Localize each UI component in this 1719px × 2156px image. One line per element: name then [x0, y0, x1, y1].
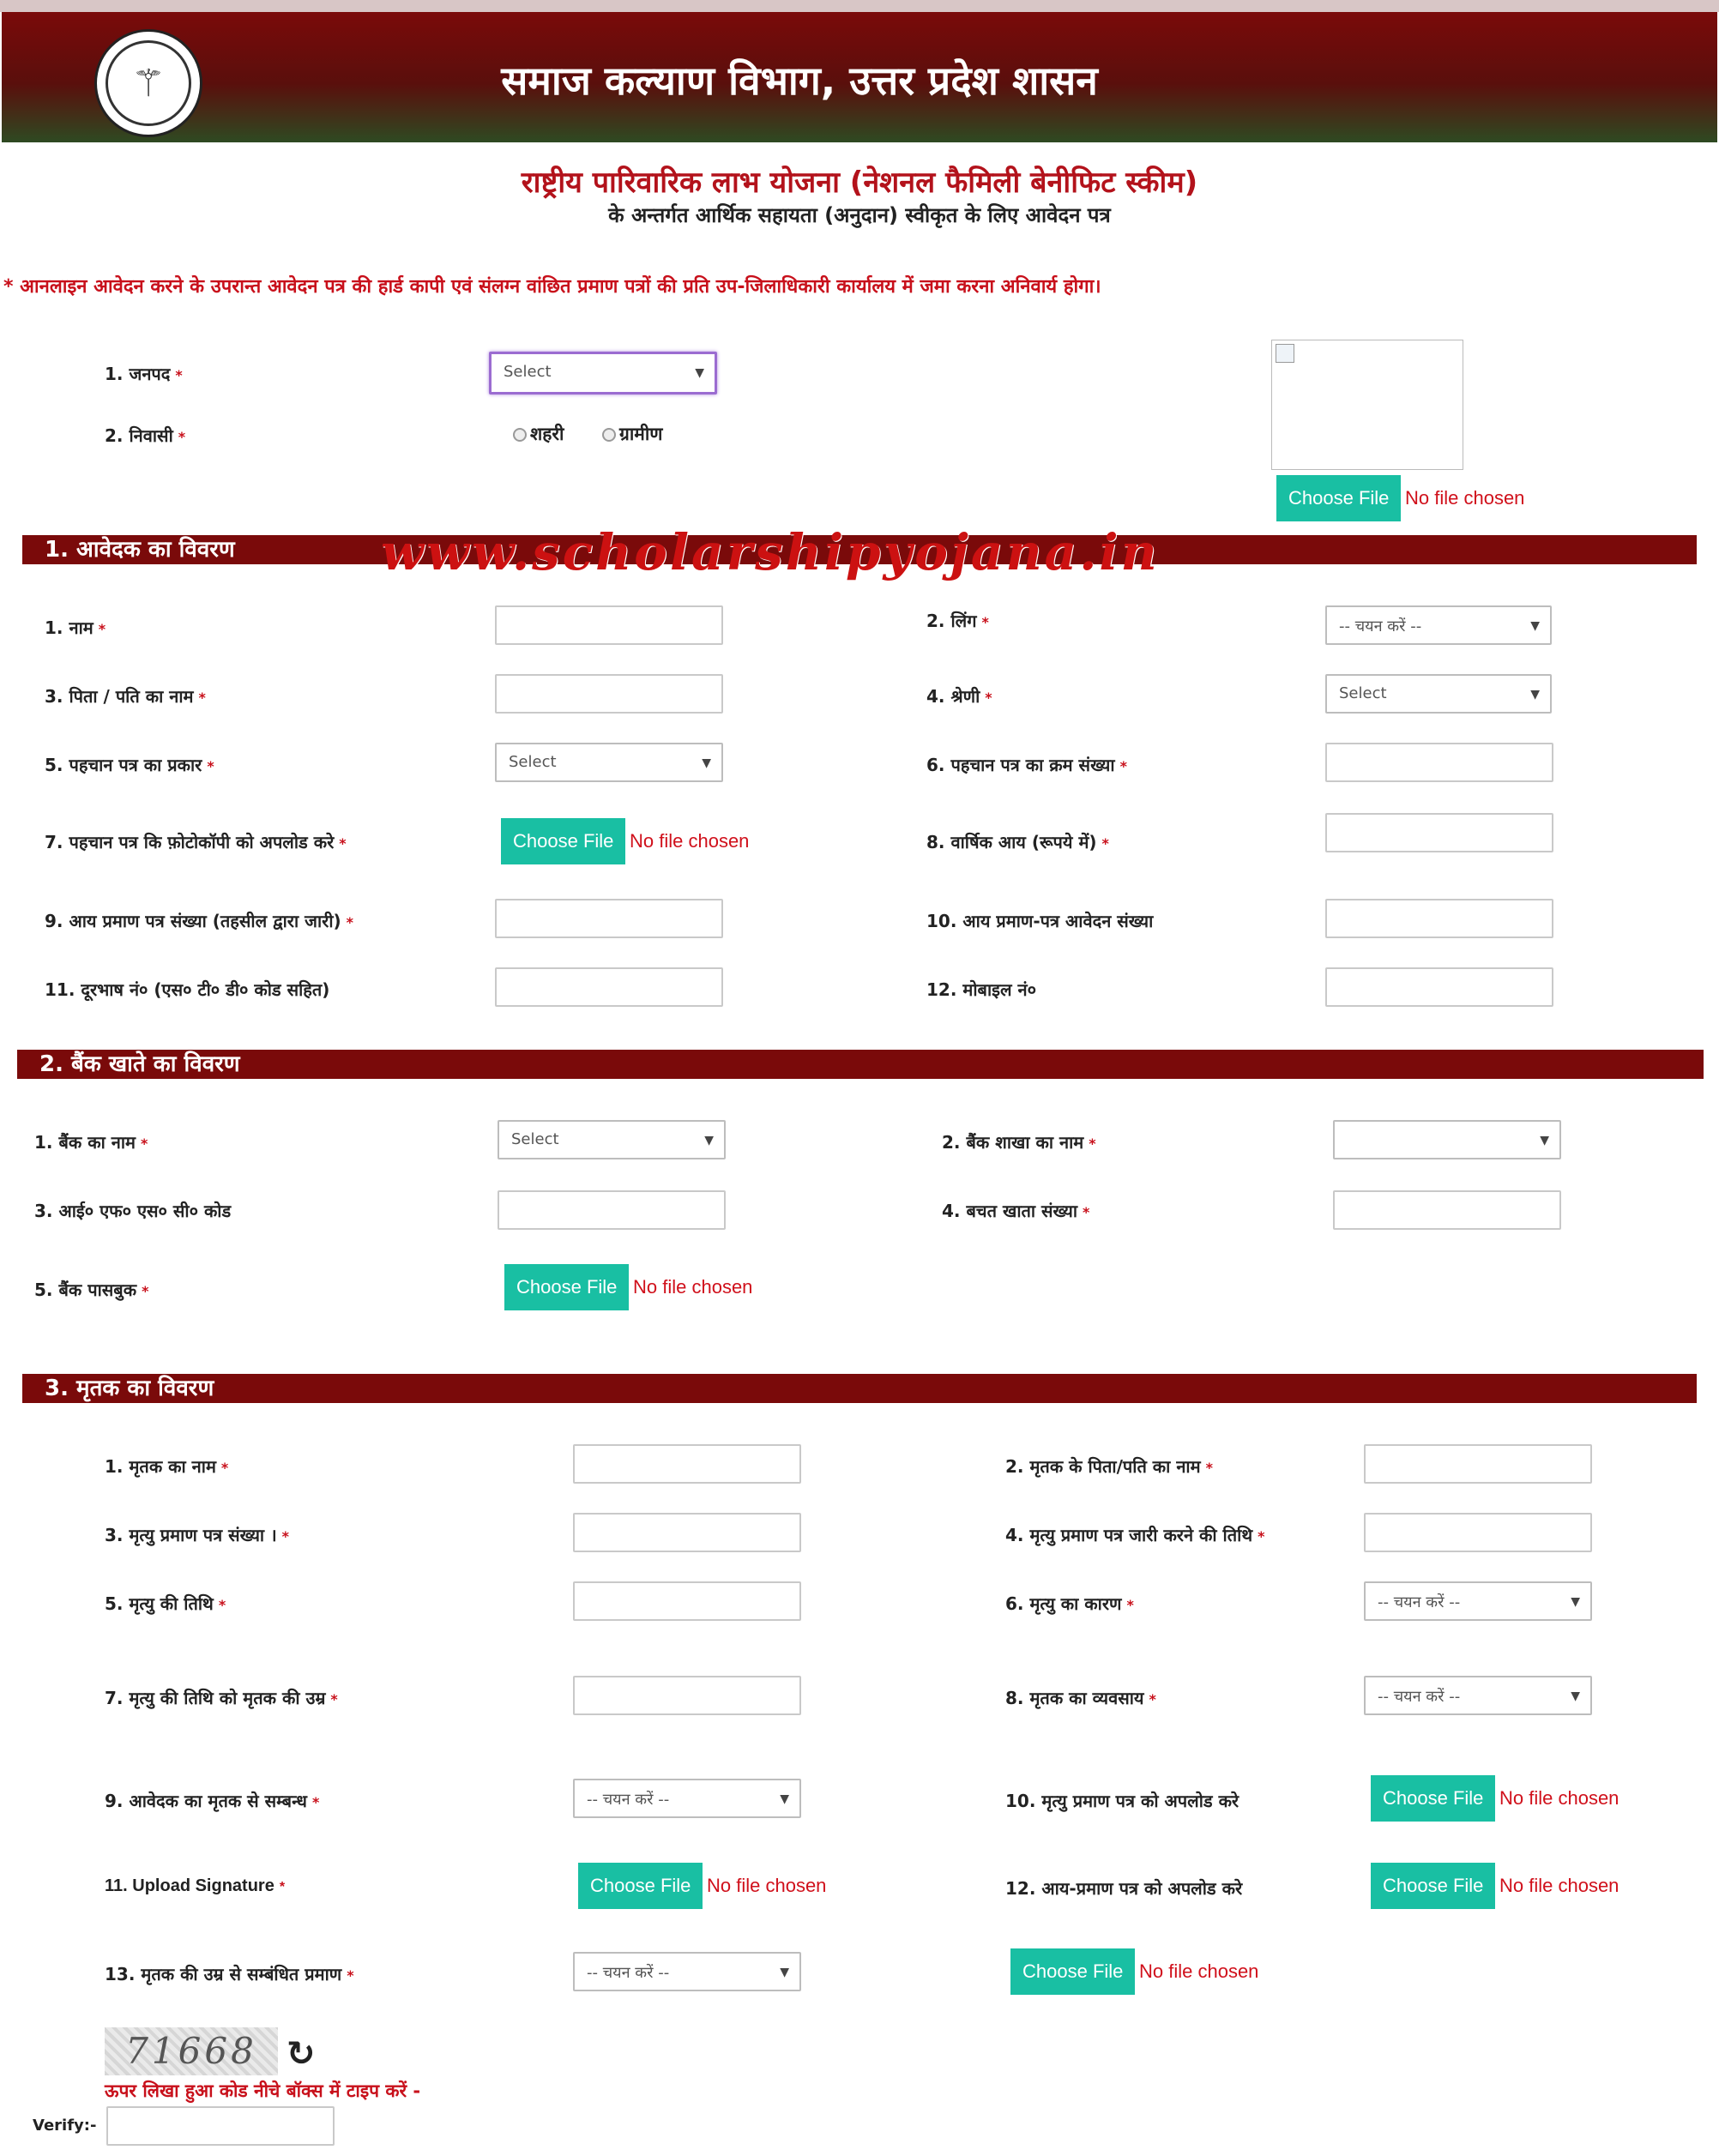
district-label: 1. जनपद * [105, 364, 183, 384]
death-cert-upload-label: 10. मृत्यु प्रमाण पत्र को अपलोड करे [1005, 1791, 1239, 1811]
phone-input[interactable] [495, 967, 723, 1007]
death-cert-no-input[interactable] [573, 1513, 801, 1552]
emblem-icon: ⚚ [106, 40, 191, 126]
gender-label: 2. लिंग * [926, 611, 989, 631]
section-deceased-header: 3. मृतक का विवरण [22, 1374, 1697, 1403]
bank-name-select[interactable]: Select ▼ [498, 1120, 726, 1159]
resident-rural-option[interactable]: ग्रामीण [602, 422, 662, 446]
father-husband-label: 3. पिता / पति का नाम * [45, 686, 206, 707]
death-cert-choose-file-button[interactable]: Choose File [1371, 1775, 1495, 1822]
signature-file-status: No file chosen [707, 1875, 827, 1896]
urban-radio[interactable] [513, 428, 527, 442]
account-no-input[interactable] [1333, 1190, 1561, 1230]
district-select[interactable]: Select ▼ [489, 352, 717, 394]
chevron-down-icon: ▼ [780, 1966, 789, 1979]
scheme-title: राष्ट्रीय पारिवारिक लाभ योजना (नेशनल फैमिली बेनीफिट स्कीम) [521, 166, 1198, 200]
name-input[interactable] [495, 605, 723, 645]
age-proof-label: 13. मृतक की उम्र से सम्बंधित प्रमाण * [105, 1964, 354, 1984]
ifsc-input[interactable] [498, 1190, 726, 1230]
income-cert-no-label: 9. आय प्रमाण पत्र संख्या (तहसील द्वारा जारी) * [45, 911, 354, 931]
branch-name-select[interactable] [1333, 1120, 1561, 1159]
verify-input[interactable] [106, 2106, 335, 2146]
death-reason-label: 6. मृत्यु का कारण * [1005, 1593, 1134, 1614]
income-app-no-label: 10. आय प्रमाण-पत्र आवेदन संख्या [926, 911, 1154, 931]
category-select[interactable]: Select ▼ [1325, 674, 1552, 714]
passbook-label: 5. बैंक पासबुक * [34, 1280, 149, 1300]
death-cert-date-input[interactable] [1364, 1513, 1592, 1552]
deceased-name-input[interactable] [573, 1444, 801, 1484]
department-title: समाज कल्याण विभाग, उत्तर प्रदेश शासन [501, 57, 1098, 104]
id-type-select[interactable]: Select ▼ [495, 743, 723, 782]
broken-image-icon [1276, 344, 1294, 363]
income-cert-upload-label: 12. आय-प्रमाण पत्र को अपलोड करे [1005, 1878, 1243, 1899]
captcha-image: 71668 [105, 2027, 278, 2075]
occupation-select[interactable]: -- चयन करें -- ▼ [1364, 1676, 1592, 1715]
passbook-choose-file-button[interactable]: Choose File [504, 1264, 629, 1310]
chevron-down-icon: ▼ [702, 756, 711, 770]
death-date-label: 5. मृत्यु की तिथि * [105, 1593, 226, 1614]
income-cert-file-status: No file chosen [1499, 1875, 1619, 1896]
age-proof-file-status: No file chosen [1139, 1960, 1259, 1982]
watermark: www.scholarshipyojana.in [381, 523, 1160, 581]
bank-name-label: 1. बैंक का नाम * [34, 1132, 148, 1153]
id-upload-choose-file-button[interactable]: Choose File [501, 818, 625, 864]
id-upload-file-status: No file chosen [630, 830, 750, 852]
signature-choose-file-button[interactable]: Choose File [578, 1863, 703, 1909]
annual-income-label: 8. वार्षिक आय (रूपये में) * [926, 832, 1109, 852]
relation-label: 9. आवेदक का मृतक से सम्बन्ध * [105, 1791, 320, 1811]
resident-label: 2. निवासी * [105, 425, 186, 446]
id-upload-label: 7. पहचान पत्र कि फ़ोटोकॉपी को अपलोड करे * [45, 832, 347, 852]
chevron-down-icon: ▼ [1530, 619, 1540, 633]
ifsc-label: 3. आई० एफ० एस० सी० कोड [34, 1201, 232, 1221]
death-date-input[interactable] [573, 1581, 801, 1621]
rural-radio[interactable] [602, 428, 616, 442]
mobile-input[interactable] [1325, 967, 1553, 1007]
passbook-file-status: No file chosen [633, 1276, 753, 1298]
resident-urban-option[interactable]: शहरी [513, 422, 564, 446]
chevron-down-icon: ▼ [1571, 1689, 1580, 1703]
page-header [2, 12, 1717, 142]
account-no-label: 4. बचत खाता संख्या * [942, 1201, 1090, 1221]
chevron-down-icon: ▼ [1540, 1134, 1549, 1147]
occupation-label: 8. मृतक का व्यवसाय * [1005, 1688, 1156, 1708]
section-applicant-header: 1. आवेदक का विवरण [22, 535, 1697, 564]
age-at-death-label: 7. मृत्यु की तिथि को मृतक की उम्र * [105, 1688, 338, 1708]
gender-select[interactable]: -- चयन करें -- ▼ [1325, 605, 1552, 645]
age-at-death-input[interactable] [573, 1676, 801, 1715]
phone-label: 11. दूरभाष नं० (एस० टी० डी० कोड सहित) [45, 979, 330, 1000]
verify-label: Verify:- [33, 2117, 97, 2135]
deceased-name-label: 1. मृतक का नाम * [105, 1456, 229, 1477]
mobile-label: 12. मोबाइल नं० [926, 979, 1036, 1000]
chevron-down-icon: ▼ [704, 1134, 714, 1147]
name-label: 1. नाम * [45, 617, 106, 638]
death-reason-select[interactable]: -- चयन करें -- ▼ [1364, 1581, 1592, 1621]
income-cert-choose-file-button[interactable]: Choose File [1371, 1863, 1495, 1909]
branch-name-label: 2. बैंक शाखा का नाम * [942, 1132, 1096, 1153]
death-cert-date-label: 4. मृत्यु प्रमाण पत्र जारी करने की तिथि * [1005, 1525, 1265, 1545]
id-number-label: 6. पहचान पत्र का क्रम संख्या * [926, 755, 1127, 775]
applicant-photo-preview [1271, 340, 1463, 470]
deceased-father-input[interactable] [1364, 1444, 1592, 1484]
section-bank-header: 2. बैंक खाते का विवरण [17, 1050, 1704, 1079]
deceased-father-label: 2. मृतक के पिता/पति का नाम * [1005, 1456, 1213, 1477]
photo-choose-file-button[interactable]: Choose File [1276, 475, 1401, 521]
category-label: 4. श्रेणी * [926, 686, 992, 707]
age-proof-choose-file-button[interactable]: Choose File [1010, 1948, 1135, 1995]
id-type-label: 5. पहचान पत्र का प्रकार * [45, 755, 214, 775]
death-cert-no-label: 3. मृत्यु प्रमाण पत्र संख्या । * [105, 1525, 290, 1545]
refresh-captcha-icon[interactable]: ↻ [286, 2034, 316, 2074]
submission-notice: * आनलाइन आवेदन करने के उपरान्त आवेदन पत्र की हार्ड कापी एवं संलग्न वांछित प्रमाण पत्रों की प्रति उप-जिलाधिकारी कार्यालय में जमा करना अनिवार्य होगा। [3, 276, 1101, 298]
scheme-subtitle: के अन्तर्गत आर्थिक सहायता (अनुदान) स्वीकृत के लिए आवेदन पत्र [608, 203, 1111, 227]
death-cert-file-status: No file chosen [1499, 1787, 1619, 1809]
father-husband-input[interactable] [495, 674, 723, 714]
top-strip [0, 0, 1719, 12]
signature-label: 11. Upload Signature * [105, 1876, 286, 1895]
captcha-instruction: ऊपर लिखा हुआ कोड नीचे बॉक्स में टाइप करें - [105, 2081, 421, 2101]
chevron-down-icon: ▼ [780, 1792, 789, 1806]
chevron-down-icon: ▼ [695, 366, 704, 380]
age-proof-select[interactable]: -- चयन करें -- ▼ [573, 1952, 801, 1991]
chevron-down-icon: ▼ [1530, 688, 1540, 702]
id-number-input[interactable] [1325, 743, 1553, 782]
income-app-no-input[interactable] [1325, 899, 1553, 938]
relation-select[interactable]: -- चयन करें -- ▼ [573, 1779, 801, 1818]
income-cert-no-input[interactable] [495, 899, 723, 938]
annual-income-input[interactable] [1325, 813, 1553, 852]
photo-file-status: No file chosen [1405, 487, 1525, 509]
chevron-down-icon: ▼ [1571, 1595, 1580, 1609]
